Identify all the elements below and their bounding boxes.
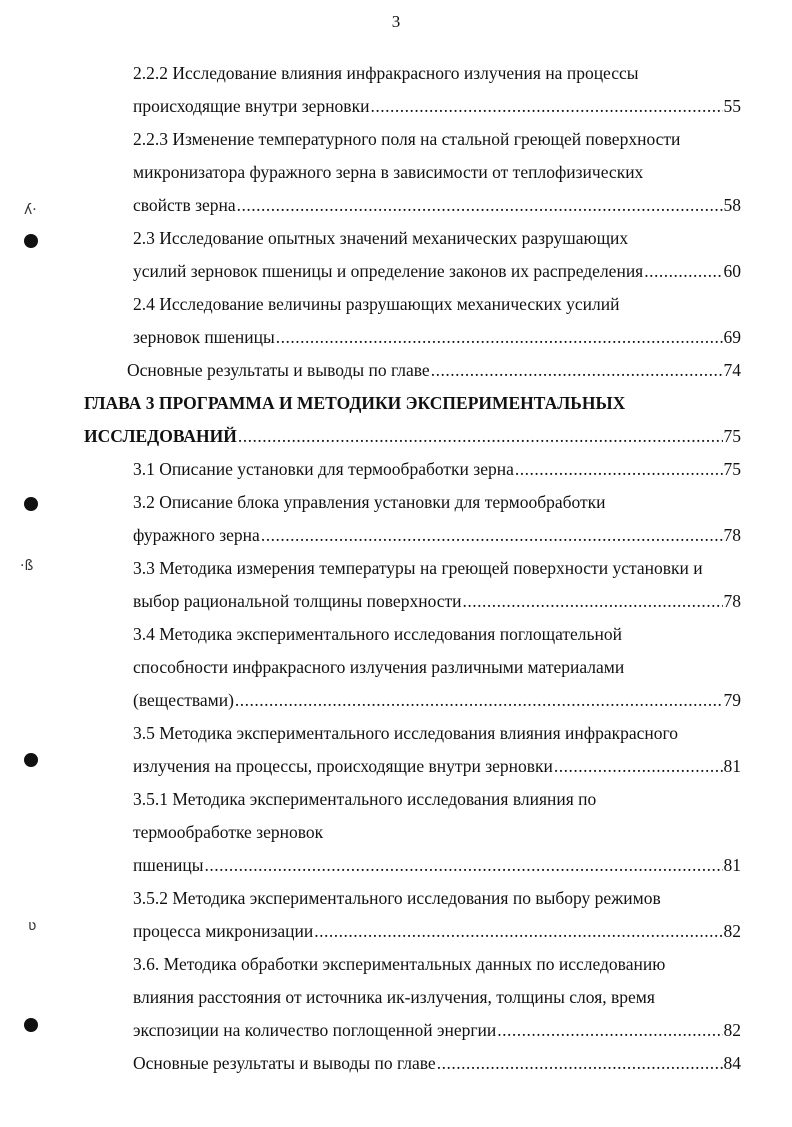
toc-line	[0, 90, 792, 123]
toc-page-number: 81	[723, 756, 741, 776]
toc-text: 3.5 Методика экспериментального исследования влияния инфракрасного	[133, 723, 679, 743]
scan-mark: ·ß	[20, 558, 34, 574]
dot-leader	[237, 189, 723, 222]
toc-text: 3.1 Описание установки для термообработки зерна	[133, 459, 514, 479]
toc-text: фуражного зерна	[133, 525, 260, 545]
toc-line	[0, 420, 792, 453]
toc-text: экспозиции на количество поглощенной энергии	[133, 1020, 497, 1040]
toc-text: 3.2 Описание блока управления установки для термообработки	[133, 492, 606, 512]
dot-leader	[644, 255, 722, 288]
toc-page-number: 78	[723, 525, 741, 545]
toc-chapter-heading	[0, 387, 792, 420]
toc-text: 2.2.3 Изменение температурного поля на стальной греющей поверхности	[133, 129, 681, 149]
toc-text: ИССЛЕДОВАНИЙ	[84, 426, 237, 446]
scan-mark: ʎ·	[24, 202, 37, 218]
toc-line	[0, 948, 792, 981]
toc-line	[0, 156, 792, 189]
toc-text: излучения на процессы, происходящие внутри зерновки	[133, 756, 553, 776]
toc-text: 3.4 Методика экспериментального исследования поглощательной	[133, 624, 623, 644]
dot-leader	[370, 90, 722, 123]
dot-leader	[238, 420, 723, 453]
toc-text: 2.3 Исследование опытных значений механических разрушающих	[133, 228, 629, 248]
dot-leader	[497, 1014, 722, 1047]
toc-text: (веществами)	[133, 690, 234, 710]
scan-mark: ʋ	[28, 918, 37, 934]
toc-text: влияния расстояния от источника ик-излучения, толщины слоя, время	[133, 987, 655, 1007]
toc-line	[0, 552, 792, 585]
dot-leader	[276, 321, 723, 354]
dot-leader	[554, 750, 723, 783]
toc-text: термообработке зерновок	[133, 822, 324, 842]
toc-line	[0, 882, 792, 915]
toc-text: процесса микронизации	[133, 921, 314, 941]
table-of-contents	[0, 57, 792, 1080]
toc-page-number: 82	[723, 1020, 741, 1040]
toc-text: способности инфракрасного излучения различными материалами	[133, 657, 625, 677]
dot-leader	[204, 849, 722, 882]
toc-line	[0, 915, 792, 948]
toc-text: выбор рациональной толщины поверхности	[133, 591, 462, 611]
toc-line	[0, 321, 792, 354]
toc-page-number: 75	[723, 426, 741, 446]
toc-page-number: 81	[723, 855, 741, 875]
toc-line	[0, 222, 792, 255]
toc-text: усилий зерновок пшеницы и определение законов их распределения	[133, 261, 644, 281]
toc-text: 3.5.1 Методика экспериментального исследования влияния по	[133, 789, 597, 809]
toc-line	[0, 486, 792, 519]
toc-page-number: 60	[723, 261, 741, 281]
toc-line	[0, 651, 792, 684]
toc-line	[0, 519, 792, 552]
toc-text: свойств зерна	[133, 195, 236, 215]
toc-line	[0, 57, 792, 90]
toc-line	[0, 354, 792, 387]
toc-line	[0, 717, 792, 750]
toc-page-number: 78	[723, 591, 741, 611]
toc-line	[0, 1047, 792, 1080]
toc-line	[0, 453, 792, 486]
toc-text: 3.6. Методика обработки экспериментальных данных по исследованию	[133, 954, 666, 974]
toc-line	[0, 255, 792, 288]
toc-line	[0, 783, 792, 816]
toc-page-number: 79	[723, 690, 741, 710]
dot-leader	[431, 354, 723, 387]
dot-leader	[515, 453, 723, 486]
toc-text: 3.3 Методика измерения температуры на греющей поверхности установки и	[133, 558, 703, 578]
dot-leader	[463, 585, 723, 618]
toc-text: 3.5.2 Методика экспериментального исследования по выбору режимов	[133, 888, 661, 908]
toc-text: зерновок пшеницы	[133, 327, 275, 347]
dot-leader	[261, 519, 723, 552]
toc-page-number: 58	[723, 195, 741, 215]
toc-line	[0, 123, 792, 156]
toc-text: пшеницы	[133, 855, 204, 875]
dot-leader	[437, 1047, 723, 1080]
toc-text: Основные результаты и выводы по главе	[127, 360, 430, 380]
toc-page-number: 82	[723, 921, 741, 941]
page-number: 3	[391, 12, 401, 31]
toc-text: Основные результаты и выводы по главе	[133, 1053, 436, 1073]
toc-page-number: 84	[723, 1053, 741, 1073]
toc-line	[0, 849, 792, 882]
toc-line	[0, 981, 792, 1014]
toc-line	[0, 816, 792, 849]
toc-line	[0, 189, 792, 222]
toc-line	[0, 684, 792, 717]
toc-line	[0, 750, 792, 783]
toc-page-number: 74	[723, 360, 741, 380]
toc-page-number: 55	[723, 96, 741, 116]
dot-leader	[314, 915, 722, 948]
toc-text: 2.2.2 Исследование влияния инфракрасного излучения на процессы	[133, 63, 639, 83]
toc-page-number: 75	[723, 459, 741, 479]
toc-text: ГЛАВА 3 ПРОГРАММА И МЕТОДИКИ ЭКСПЕРИМЕНТАЛЬНЫХ	[84, 393, 626, 413]
dot-leader	[235, 684, 723, 717]
toc-line	[0, 1014, 792, 1047]
toc-line	[0, 585, 792, 618]
toc-text: происходящие внутри зерновки	[133, 96, 370, 116]
toc-text: 2.4 Исследование величины разрушающих механических усилий	[133, 294, 620, 314]
toc-page-number: 69	[723, 327, 741, 347]
toc-line	[0, 618, 792, 651]
toc-line	[0, 288, 792, 321]
toc-text: микронизатора фуражного зерна в зависимости от теплофизических	[133, 162, 644, 182]
